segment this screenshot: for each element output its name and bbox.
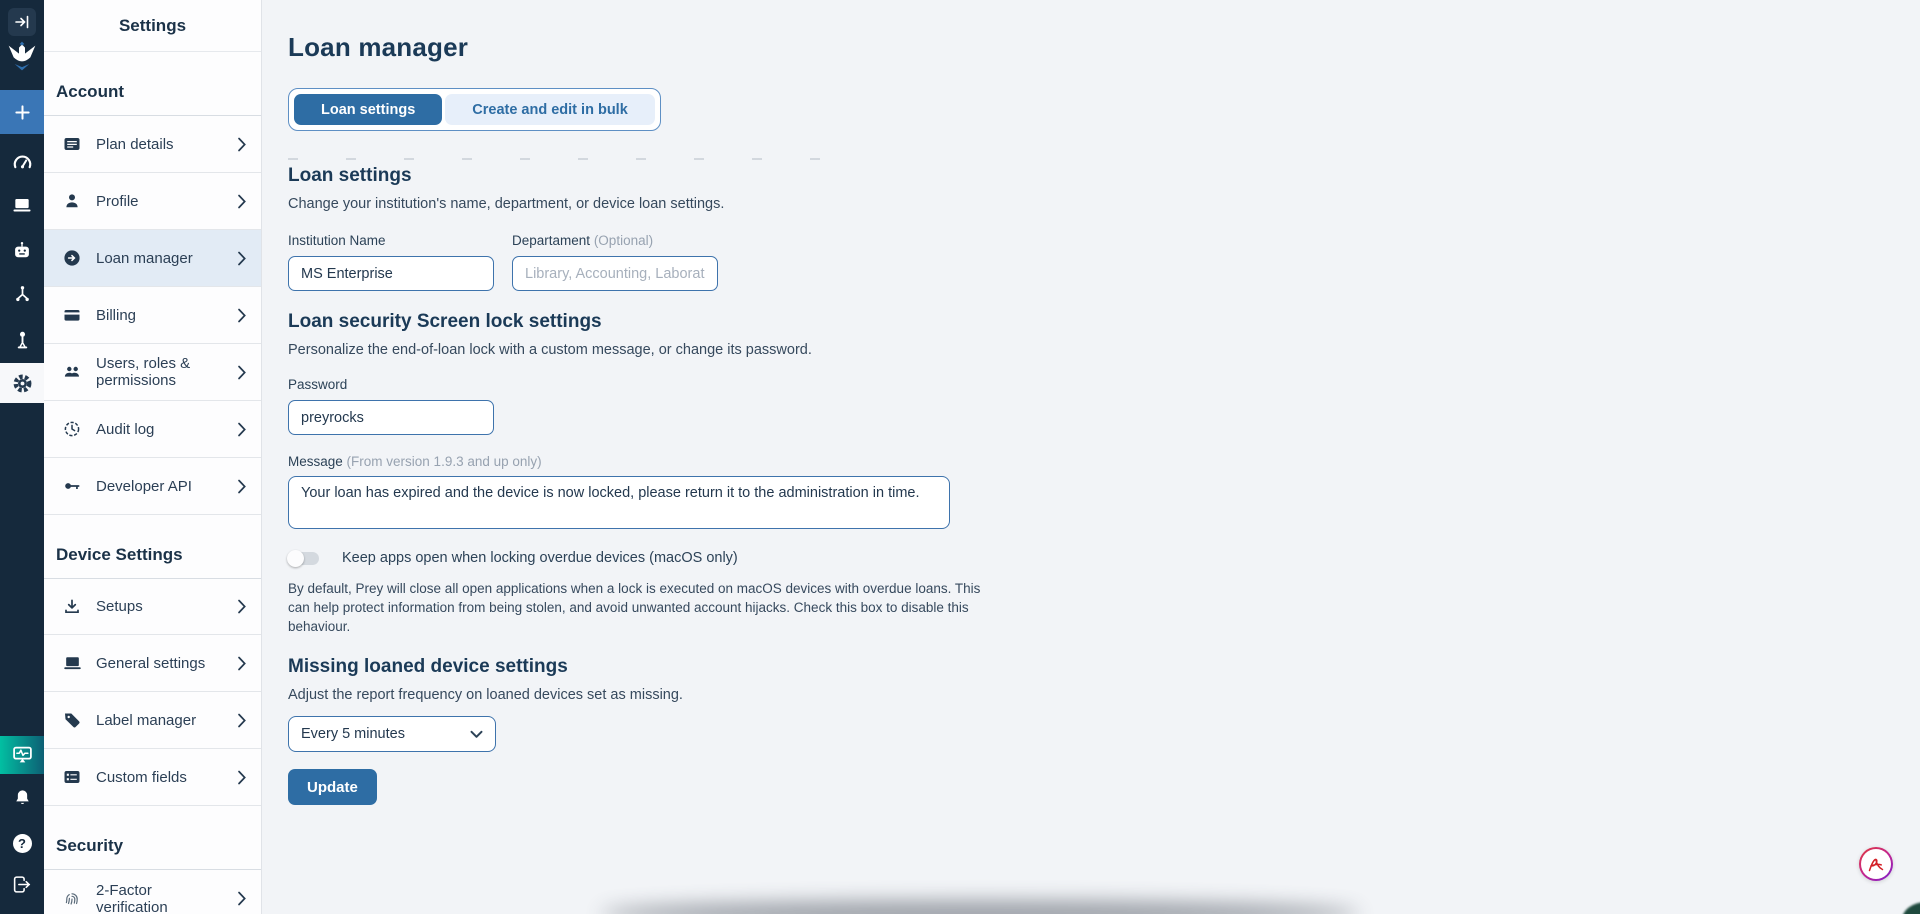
section-header-device-settings: Device Settings: [56, 545, 183, 564]
sidebar-item-label: Billing: [96, 306, 137, 324]
sidebar-item-developer-api[interactable]: [44, 458, 261, 515]
update-button[interactable]: Update: [288, 769, 377, 805]
general-settings-icon: [62, 654, 82, 672]
sidebar-item-label: Plan details: [96, 135, 174, 153]
chevron-right-icon: [237, 137, 247, 152]
sidebar-item-label: Loan manager: [96, 249, 193, 267]
sidebar-item-profile[interactable]: [44, 173, 261, 230]
institution-name-input[interactable]: [288, 256, 494, 291]
lock-message-textarea[interactable]: [288, 476, 950, 529]
devices-icon[interactable]: [0, 192, 44, 218]
audit-log-icon: [62, 420, 82, 438]
institution-field-group: [288, 233, 494, 291]
chevron-right-icon: [237, 713, 247, 728]
missing-device-heading: Missing loaned device settings: [288, 656, 568, 677]
chevron-right-icon: [237, 599, 247, 614]
dashboard-icon[interactable]: [0, 148, 44, 174]
chevron-right-icon: [237, 479, 247, 494]
message-version-note: (From version 1.9.3 and up only): [346, 454, 542, 469]
keep-apps-open-row: [288, 550, 1920, 566]
add-device-icon[interactable]: [0, 90, 44, 134]
sidebar-title: Settings: [44, 0, 261, 52]
chevron-right-icon: [237, 308, 247, 323]
tab-create-edit-bulk[interactable]: Create and edit in bulk: [445, 94, 655, 125]
sidebar-item-plan-details[interactable]: [44, 116, 261, 173]
section-header-security: Security: [44, 806, 261, 870]
sidebar-item-label: Label manager: [96, 711, 197, 729]
sidebar-item-label: Users, roles & permissions: [96, 355, 191, 389]
department-label-text: Departament: [512, 233, 591, 248]
loan-manager-page: [262, 0, 1920, 914]
missing-device-description: Adjust the report frequency on loaned devices set as missing.: [288, 687, 683, 703]
sidebar-item-general-settings[interactable]: [44, 635, 261, 692]
keep-apps-open-toggle[interactable]: [288, 552, 319, 565]
chevron-right-icon: [237, 770, 247, 785]
lock-password-input[interactable]: [288, 400, 494, 435]
loan-settings-heading: Loan settings: [288, 165, 412, 186]
label-manager-icon: [62, 711, 82, 729]
sidebar-item-loan-manager[interactable]: [44, 230, 261, 287]
department-field-group: [512, 233, 718, 291]
custom-fields-icon: [62, 768, 82, 786]
help-glyph: ?: [13, 834, 32, 853]
chevron-right-icon: [237, 194, 247, 209]
department-optional-text: (Optional): [593, 233, 654, 248]
settings-gear-icon[interactable]: [0, 363, 44, 403]
adobe-acrobat-icon[interactable]: [1859, 847, 1893, 881]
device-activity-icon[interactable]: [0, 736, 44, 774]
sidebar-item-label: Developer API: [96, 477, 192, 495]
setups-icon: [62, 598, 82, 616]
sidebar-item-label: Custom fields: [96, 768, 187, 786]
screen-lock-description: Personalize the end-of-loan lock with a custom message, or change its password.: [288, 342, 812, 358]
assistant-robot-icon[interactable]: [0, 237, 44, 263]
sidebar-item-users-roles-permissions[interactable]: [44, 344, 261, 401]
loan-settings-description: Change your institution's name, department, or device loan settings.: [288, 196, 725, 212]
chevron-right-icon: [237, 656, 247, 671]
settings-sidebar: [44, 0, 262, 914]
sidebar-item-billing[interactable]: [44, 287, 261, 344]
password-label: Password: [288, 377, 348, 392]
report-frequency-value: Every 5 minutes: [301, 726, 405, 742]
sidebar-item-label: Setups: [96, 598, 143, 615]
sidebar-item-two-factor[interactable]: [44, 870, 261, 914]
tab-group: [288, 88, 661, 131]
location-person-icon[interactable]: [0, 326, 44, 354]
sidebar-item-audit-log[interactable]: [44, 401, 261, 458]
toggle-knob: [287, 550, 304, 567]
sidebar-item-setups[interactable]: [44, 578, 261, 635]
page-title: Loan manager: [288, 32, 469, 62]
users-icon: [62, 363, 82, 381]
tab-loan-settings[interactable]: Loan settings: [294, 94, 442, 125]
message-label: [288, 454, 1920, 469]
chevron-down-icon: [470, 730, 483, 739]
logout-icon[interactable]: [0, 871, 44, 897]
sidebar-item-label: Profile: [96, 192, 139, 210]
two-factor-icon: [62, 890, 82, 908]
developer-api-icon: [62, 477, 82, 495]
chevron-right-icon: [237, 365, 247, 380]
help-icon[interactable]: [0, 830, 44, 856]
sidebar-item-label: Audit log: [96, 420, 155, 438]
chevron-right-icon: [237, 891, 247, 906]
keep-apps-open-label: Keep apps open when locking overdue devices (macOS only): [342, 550, 738, 566]
collapse-sidebar-icon[interactable]: [8, 8, 36, 36]
icon-rail: [0, 0, 44, 914]
profile-icon: [62, 192, 82, 210]
sidebar-item-label-manager[interactable]: [44, 692, 261, 749]
keep-apps-open-help: By default, Prey will close all open applications when a lock is executed on macOS devices with overdue loans. This can help protect information from being stolen, and avoid unwanted account hijacks. Check this box to disable this behaviour.: [288, 581, 981, 634]
chevron-right-icon: [237, 422, 247, 437]
report-frequency-select[interactable]: [288, 716, 496, 752]
department-label: [512, 233, 718, 248]
billing-icon: [62, 306, 82, 324]
plan-details-icon: [62, 135, 82, 153]
sidebar-item-label: 2-Factor verification: [96, 881, 168, 914]
sidebar-item-custom-fields[interactable]: [44, 749, 261, 806]
department-input[interactable]: [512, 256, 718, 291]
message-label-text: Message: [288, 454, 343, 469]
screen-lock-heading: Loan security Screen lock settings: [288, 311, 602, 332]
integrations-icon[interactable]: [0, 281, 44, 307]
chevron-right-icon: [237, 251, 247, 266]
notifications-bell-icon[interactable]: [0, 785, 44, 811]
institution-name-label: Institution Name: [288, 233, 386, 248]
sidebar-item-label: General settings: [96, 654, 206, 672]
loan-manager-icon: [62, 249, 82, 267]
section-header-account: Account: [44, 52, 261, 116]
clipped-text-artifact: [288, 158, 836, 160]
prey-logo[interactable]: [0, 38, 44, 76]
